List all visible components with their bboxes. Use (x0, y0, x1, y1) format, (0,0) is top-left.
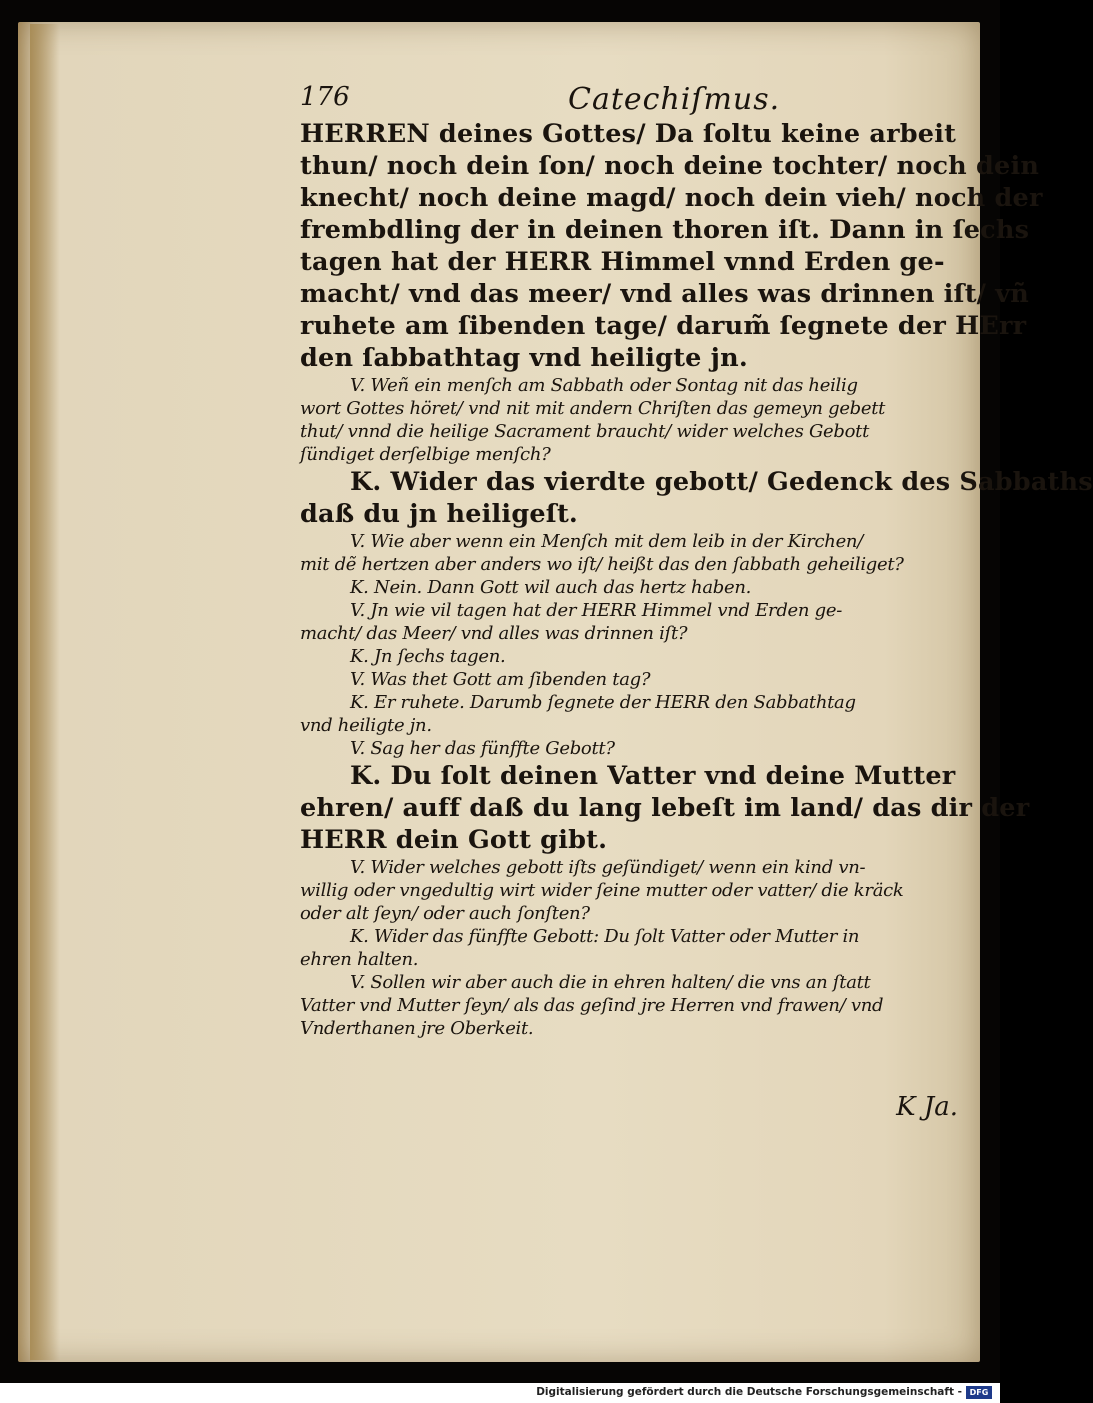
footer-credit: Digitalisierung gefördert durch die Deutsche Forschungsgemeinschaft - (536, 1386, 962, 1398)
text-line: tagen hat der HERR Himmel vnnd Erden ge- (300, 247, 945, 277)
text-line: Vnderthanen jre Oberkeit. (300, 1018, 534, 1039)
text-line: ehren halten. (300, 949, 419, 970)
text-line: ſündiget derſelbige menſch? (300, 444, 551, 465)
text-line: Vatter vnd Mutter ſeyn/ als das geſind jre Herren vnd frawen/ vnd (300, 995, 884, 1016)
text-line: knecht/ noch deine magd/ noch dein vieh/ noch der (300, 183, 1043, 213)
text-line: HERREN deines Gottes/ Da ſoltu keine arbeit (300, 119, 957, 149)
text-line: V. Sag her das fünffte Gebott? (350, 738, 615, 759)
text-line: daß du jn heiligeſt. (300, 499, 579, 529)
text-line: thun/ noch dein ſon/ noch deine tochter/ noch dein (300, 151, 1040, 181)
dfg-logo: DFG (966, 1386, 992, 1399)
text-line: frembdling der in deinen thoren iſt. Dann in ſechs (300, 215, 1030, 245)
text-line: V. Wie aber wenn ein Menſch mit dem leib in der Kirchen/ (350, 531, 863, 552)
text-line: ruhete am ſibenden tage/ darum̃ ſegnete der HErr (300, 311, 1027, 341)
text-line: K. Jn ſechs tagen. (350, 646, 506, 667)
text-line: V. Sollen wir aber auch die in ehren halten/ die vns an ſtatt (350, 972, 871, 993)
text-line: thut/ vnnd die heilige Sacrament braucht/ wider welches Gebott (300, 421, 870, 442)
page-edge-shadow (30, 24, 60, 1360)
text-line: K. Wider das fünffte Gebott: Du ſolt Vatter oder Mutter in (350, 926, 860, 947)
text-line: macht/ vnd das meer/ vnd alles was drinnen iſt/ vñ (300, 279, 1030, 309)
text-line: macht/ das Meer/ vnd alles was drinnen iſt? (300, 623, 688, 644)
text-line: vnd heiligte jn. (300, 715, 432, 736)
text-line: mit dẽ hertzen aber anders wo iſt/ heißt das den ſabbath geheiliget? (300, 554, 904, 575)
text-line: den ſabbathtag vnd heiligte jn. (300, 343, 748, 373)
text-line: willig oder vngedultig wirt wider ſeine mutter oder vatter/ die kräck (300, 880, 904, 901)
text-line: K. Nein. Dann Gott wil auch das hertz haben. (350, 577, 752, 598)
text-block (300, 82, 1093, 1040)
catchword: K Ja. (896, 1092, 958, 1122)
text-line: V. Wider welches gebott iſts geſündiget/ wenn ein kind vn- (350, 857, 866, 878)
text-line: V. Weñ ein menſch am Sabbath oder Sontag nit das heilig (350, 375, 858, 396)
text-line: K. Du ſolt deinen Vatter vnd deine Mutter (350, 761, 956, 791)
running-title: Catechiſmus. (568, 82, 781, 117)
text-line: HERR dein Gott gibt. (300, 825, 608, 855)
text-line: K. Wider das vierdte gebott/ Gedenck des Sabbaths (350, 467, 1093, 497)
text-line: wort Gottes höret/ vnd nit mit andern Chriſten das gemeyn gebett (300, 398, 886, 419)
footer-bar (0, 1383, 1000, 1403)
page-header (300, 82, 965, 118)
text-line: oder alt ſeyn/ oder auch ſonſten? (300, 903, 590, 924)
text-line: ehren/ auff daß du lang lebeſt im land/ das dir der (300, 793, 1030, 823)
text-line: V. Jn wie vil tagen hat der HERR Himmel vnd Erden ge- (350, 600, 842, 621)
page-number: 176 (300, 82, 350, 112)
text-line: V. Was thet Gott am ſibenden tag? (350, 669, 651, 690)
body-text (300, 118, 1093, 1040)
text-line: K. Er ruhete. Darumb ſegnete der HERR den Sabbathtag (350, 692, 856, 713)
